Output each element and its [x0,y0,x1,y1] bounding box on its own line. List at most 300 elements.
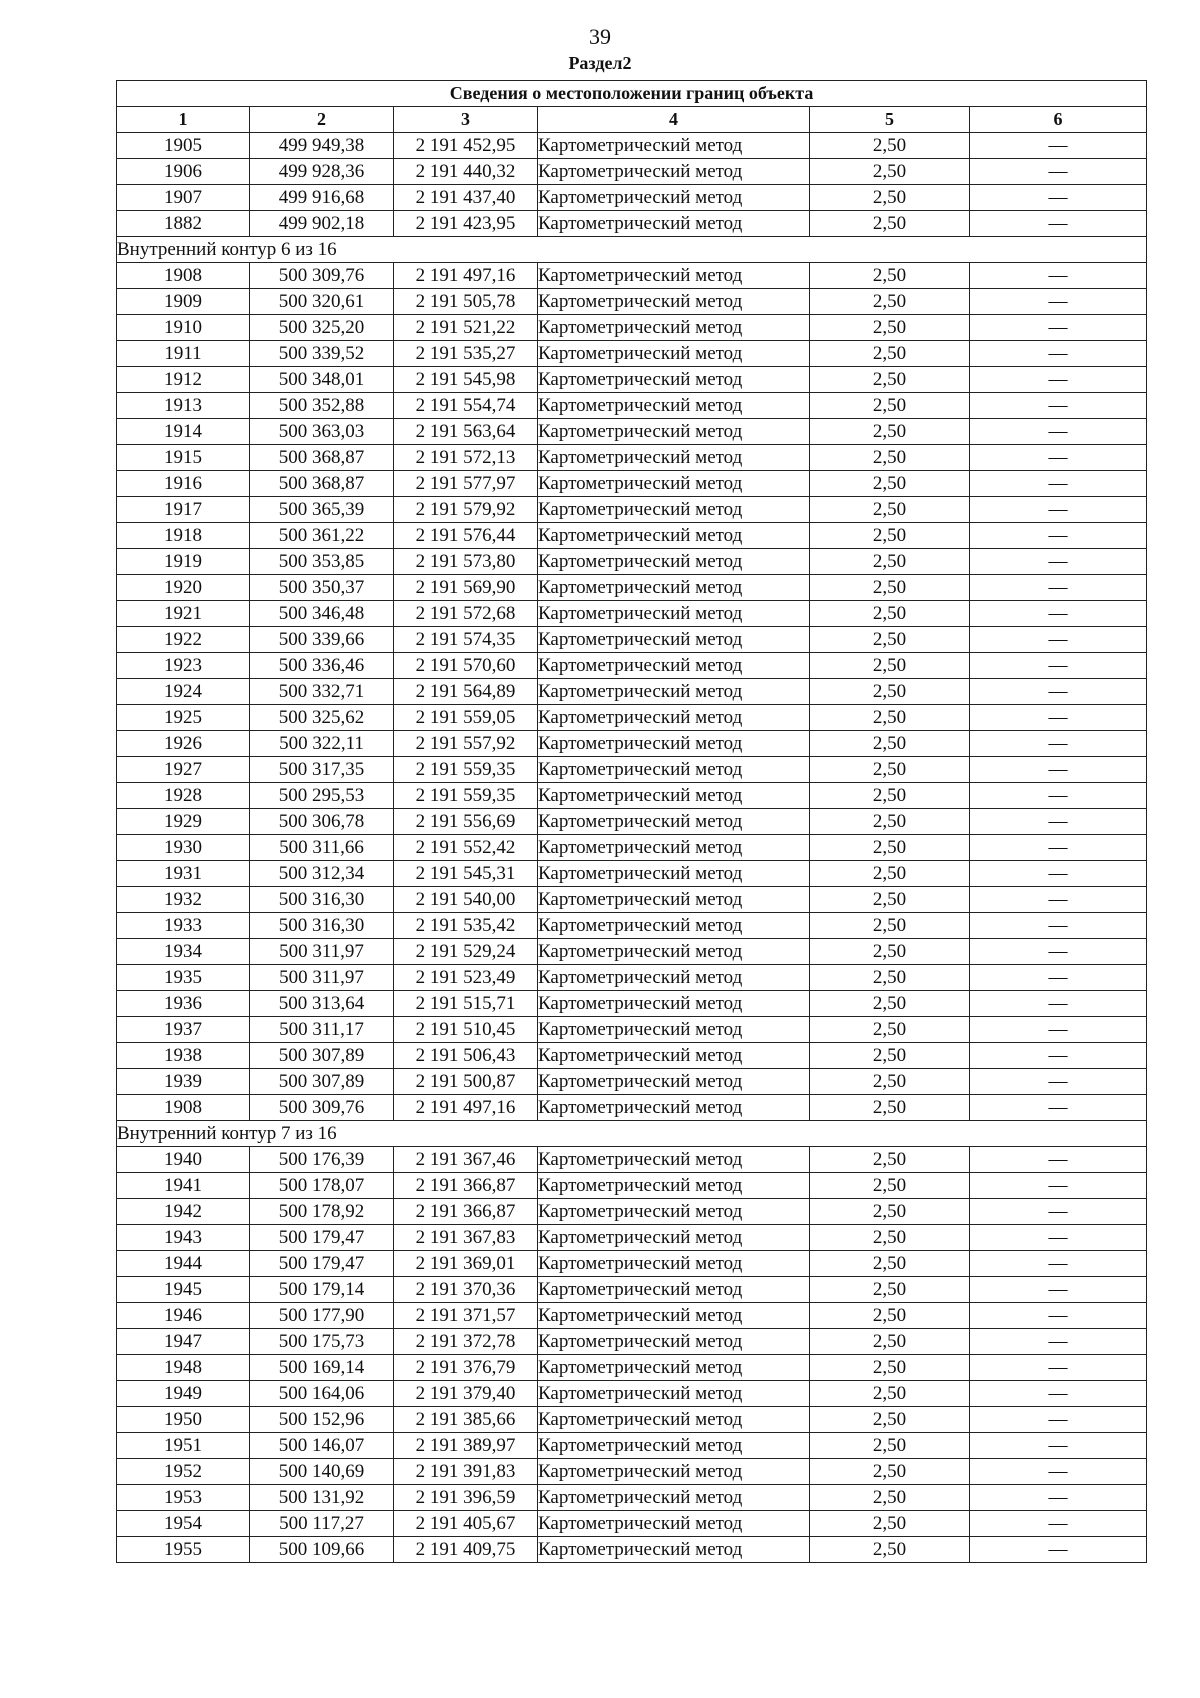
x-coordinate-cell: 499 916,68 [250,185,394,211]
x-coordinate-cell: 500 368,87 [250,445,394,471]
y-coordinate-cell: 2 191 570,60 [394,653,538,679]
x-coordinate-cell: 500 361,22 [250,523,394,549]
x-coordinate-cell: 500 325,20 [250,315,394,341]
y-coordinate-cell: 2 191 505,78 [394,289,538,315]
y-coordinate-cell: 2 191 540,00 [394,887,538,913]
table-row [117,887,1147,913]
method-cell: Картометрический метод [538,1355,810,1381]
table-row [117,1433,1147,1459]
table-title-row [117,81,1147,107]
table-row [117,289,1147,315]
point-number-cell: 1933 [117,913,250,939]
method-cell: Картометрический метод [538,185,810,211]
y-coordinate-cell: 2 191 563,64 [394,419,538,445]
table-row [117,445,1147,471]
point-number-cell: 1941 [117,1173,250,1199]
y-coordinate-cell: 2 191 389,97 [394,1433,538,1459]
table-row [117,809,1147,835]
y-coordinate-cell: 2 191 545,98 [394,367,538,393]
table-row [117,497,1147,523]
page-number: 39 [589,24,611,49]
point-number-cell: 1923 [117,653,250,679]
method-cell: Картометрический метод [538,1277,810,1303]
x-coordinate-cell: 500 176,39 [250,1147,394,1173]
accuracy-cell: 2,50 [810,419,970,445]
x-coordinate-cell: 500 311,66 [250,835,394,861]
table-row [117,653,1147,679]
table-row [117,1251,1147,1277]
accuracy-cell: 2,50 [810,1043,970,1069]
method-cell: Картометрический метод [538,731,810,757]
x-coordinate-cell: 500 320,61 [250,289,394,315]
accuracy-cell: 2,50 [810,1433,970,1459]
accuracy-cell: 2,50 [810,1095,970,1121]
x-coordinate-cell: 500 179,47 [250,1225,394,1251]
y-coordinate-cell: 2 191 372,78 [394,1329,538,1355]
note-cell: — [970,653,1147,679]
accuracy-cell: 2,50 [810,1147,970,1173]
method-cell: Картометрический метод [538,159,810,185]
y-coordinate-cell: 2 191 385,66 [394,1407,538,1433]
x-coordinate-cell: 500 350,37 [250,575,394,601]
y-coordinate-cell: 2 191 510,45 [394,1017,538,1043]
accuracy-cell: 2,50 [810,1173,970,1199]
point-number-cell: 1934 [117,939,250,965]
y-coordinate-cell: 2 191 559,35 [394,757,538,783]
note-cell: — [970,1043,1147,1069]
accuracy-cell: 2,50 [810,263,970,289]
method-cell: Картометрический метод [538,1329,810,1355]
note-cell: — [970,991,1147,1017]
accuracy-cell: 2,50 [810,1069,970,1095]
table-row [117,185,1147,211]
x-coordinate-cell: 500 177,90 [250,1303,394,1329]
table-row [117,523,1147,549]
x-coordinate-cell: 500 152,96 [250,1407,394,1433]
x-coordinate-cell: 500 312,34 [250,861,394,887]
point-number-cell: 1919 [117,549,250,575]
y-coordinate-cell: 2 191 371,57 [394,1303,538,1329]
x-coordinate-cell: 500 175,73 [250,1329,394,1355]
table-row [117,1043,1147,1069]
method-cell: Картометрический метод [538,1485,810,1511]
note-cell: — [970,1199,1147,1225]
point-number-cell: 1908 [117,263,250,289]
point-number-cell: 1928 [117,783,250,809]
table-row [117,1017,1147,1043]
note-cell: — [970,471,1147,497]
note-cell: — [970,1095,1147,1121]
table-row [117,1173,1147,1199]
accuracy-cell: 2,50 [810,809,970,835]
point-number-cell: 1946 [117,1303,250,1329]
table-row [117,1147,1147,1173]
method-cell: Картометрический метод [538,211,810,237]
note-cell: — [970,159,1147,185]
point-number-cell: 1938 [117,1043,250,1069]
table-row [117,705,1147,731]
x-coordinate-cell: 500 311,97 [250,965,394,991]
note-cell: — [970,887,1147,913]
x-coordinate-cell: 500 179,14 [250,1277,394,1303]
note-cell: — [970,757,1147,783]
point-number-cell: 1914 [117,419,250,445]
y-coordinate-cell: 2 191 452,95 [394,133,538,159]
method-cell: Картометрический метод [538,679,810,705]
y-coordinate-cell: 2 191 367,46 [394,1147,538,1173]
x-coordinate-cell: 500 336,46 [250,653,394,679]
y-coordinate-cell: 2 191 564,89 [394,679,538,705]
accuracy-cell: 2,50 [810,341,970,367]
x-coordinate-cell: 500 307,89 [250,1043,394,1069]
table-row [117,1303,1147,1329]
table-row [117,367,1147,393]
method-cell: Картометрический метод [538,445,810,471]
method-cell: Картометрический метод [538,471,810,497]
method-cell: Картометрический метод [538,965,810,991]
note-cell: — [970,341,1147,367]
note-cell: — [970,965,1147,991]
table-body [117,133,1147,1563]
y-coordinate-cell: 2 191 367,83 [394,1225,538,1251]
note-cell: — [970,263,1147,289]
accuracy-cell: 2,50 [810,887,970,913]
x-coordinate-cell: 500 325,62 [250,705,394,731]
method-cell: Картометрический метод [538,887,810,913]
table-row [117,419,1147,445]
note-cell: — [970,315,1147,341]
method-cell: Картометрический метод [538,1069,810,1095]
method-cell: Картометрический метод [538,1459,810,1485]
point-number-cell: 1905 [117,133,250,159]
note-cell: — [970,1433,1147,1459]
y-coordinate-cell: 2 191 391,83 [394,1459,538,1485]
accuracy-cell: 2,50 [810,861,970,887]
note-cell: — [970,185,1147,211]
point-number-cell: 1935 [117,965,250,991]
note-cell: — [970,1459,1147,1485]
point-number-cell: 1948 [117,1355,250,1381]
note-cell: — [970,575,1147,601]
x-coordinate-cell: 500 352,88 [250,393,394,419]
y-coordinate-cell: 2 191 554,74 [394,393,538,419]
table-row [117,757,1147,783]
y-coordinate-cell: 2 191 376,79 [394,1355,538,1381]
note-cell: — [970,939,1147,965]
x-coordinate-cell: 500 316,30 [250,913,394,939]
accuracy-cell: 2,50 [810,653,970,679]
point-number-cell: 1930 [117,835,250,861]
table-row [117,315,1147,341]
accuracy-cell: 2,50 [810,133,970,159]
x-coordinate-cell: 500 178,92 [250,1199,394,1225]
y-coordinate-cell: 2 191 579,92 [394,497,538,523]
accuracy-cell: 2,50 [810,471,970,497]
table-row [117,1537,1147,1563]
accuracy-cell: 2,50 [810,1485,970,1511]
table-row [117,393,1147,419]
table-row [117,575,1147,601]
y-coordinate-cell: 2 191 366,87 [394,1173,538,1199]
note-cell: — [970,1251,1147,1277]
point-number-cell: 1882 [117,211,250,237]
note-cell: — [970,1511,1147,1537]
accuracy-cell: 2,50 [810,367,970,393]
note-cell: — [970,783,1147,809]
method-cell: Картометрический метод [538,1511,810,1537]
y-coordinate-cell: 2 191 506,43 [394,1043,538,1069]
note-cell: — [970,1537,1147,1563]
note-cell: — [970,1329,1147,1355]
table-row [117,471,1147,497]
method-cell: Картометрический метод [538,1017,810,1043]
method-cell: Картометрический метод [538,757,810,783]
y-coordinate-cell: 2 191 577,97 [394,471,538,497]
table-row [117,1459,1147,1485]
y-coordinate-cell: 2 191 497,16 [394,263,538,289]
method-cell: Картометрический метод [538,419,810,445]
note-cell: — [970,1225,1147,1251]
note-cell: — [970,497,1147,523]
note-cell: — [970,1017,1147,1043]
method-cell: Картометрический метод [538,1173,810,1199]
point-number-cell: 1953 [117,1485,250,1511]
point-number-cell: 1940 [117,1147,250,1173]
y-coordinate-cell: 2 191 569,90 [394,575,538,601]
note-cell: — [970,1355,1147,1381]
note-cell: — [970,523,1147,549]
accuracy-cell: 2,50 [810,1407,970,1433]
y-coordinate-cell: 2 191 545,31 [394,861,538,887]
table-row [117,601,1147,627]
note-cell: — [970,419,1147,445]
method-cell: Картометрический метод [538,1147,810,1173]
point-number-cell: 1916 [117,471,250,497]
table-row [117,1329,1147,1355]
table-row [117,861,1147,887]
x-coordinate-cell: 500 131,92 [250,1485,394,1511]
x-coordinate-cell: 500 140,69 [250,1459,394,1485]
accuracy-cell: 2,50 [810,1381,970,1407]
note-cell: — [970,705,1147,731]
x-coordinate-cell: 500 307,89 [250,1069,394,1095]
y-coordinate-cell: 2 191 521,22 [394,315,538,341]
method-cell: Картометрический метод [538,1407,810,1433]
method-cell: Картометрический метод [538,991,810,1017]
accuracy-cell: 2,50 [810,939,970,965]
point-number-cell: 1951 [117,1433,250,1459]
table-row [117,731,1147,757]
accuracy-cell: 2,50 [810,211,970,237]
method-cell: Картометрический метод [538,861,810,887]
accuracy-cell: 2,50 [810,991,970,1017]
point-number-cell: 1939 [117,1069,250,1095]
accuracy-cell: 2,50 [810,1199,970,1225]
accuracy-cell: 2,50 [810,393,970,419]
y-coordinate-cell: 2 191 572,13 [394,445,538,471]
point-number-cell: 1945 [117,1277,250,1303]
x-coordinate-cell: 500 309,76 [250,263,394,289]
note-cell: — [970,1407,1147,1433]
x-coordinate-cell: 500 363,03 [250,419,394,445]
point-number-cell: 1947 [117,1329,250,1355]
method-cell: Картометрический метод [538,133,810,159]
method-cell: Картометрический метод [538,523,810,549]
accuracy-cell: 2,50 [810,1459,970,1485]
method-cell: Картометрический метод [538,315,810,341]
x-coordinate-cell: 500 368,87 [250,471,394,497]
accuracy-cell: 2,50 [810,1017,970,1043]
method-cell: Картометрический метод [538,1303,810,1329]
table-row [117,1381,1147,1407]
x-coordinate-cell: 499 928,36 [250,159,394,185]
table-row [117,1407,1147,1433]
note-cell: — [970,445,1147,471]
table-row [117,835,1147,861]
accuracy-cell: 2,50 [810,627,970,653]
contour-section-label: Внутренний контур 7 из 16 [117,1121,1147,1147]
note-cell: — [970,1277,1147,1303]
y-coordinate-cell: 2 191 437,40 [394,185,538,211]
accuracy-cell: 2,50 [810,965,970,991]
x-coordinate-cell: 500 317,35 [250,757,394,783]
point-number-cell: 1912 [117,367,250,393]
point-number-cell: 1910 [117,315,250,341]
method-cell: Картометрический метод [538,705,810,731]
method-cell: Картометрический метод [538,1225,810,1251]
note-cell: — [970,809,1147,835]
x-coordinate-cell: 500 348,01 [250,367,394,393]
x-coordinate-cell: 500 346,48 [250,601,394,627]
note-cell: — [970,367,1147,393]
method-cell: Картометрический метод [538,289,810,315]
method-cell: Картометрический метод [538,653,810,679]
x-coordinate-cell: 500 306,78 [250,809,394,835]
y-coordinate-cell: 2 191 440,32 [394,159,538,185]
point-number-cell: 1917 [117,497,250,523]
y-coordinate-cell: 2 191 396,59 [394,1485,538,1511]
point-number-cell: 1949 [117,1381,250,1407]
method-cell: Картометрический метод [538,1381,810,1407]
x-coordinate-cell: 499 949,38 [250,133,394,159]
method-cell: Картометрический метод [538,601,810,627]
note-cell: — [970,211,1147,237]
method-cell: Картометрический метод [538,549,810,575]
y-coordinate-cell: 2 191 523,49 [394,965,538,991]
method-cell: Картометрический метод [538,939,810,965]
x-coordinate-cell: 500 339,66 [250,627,394,653]
method-cell: Картометрический метод [538,263,810,289]
y-coordinate-cell: 2 191 557,92 [394,731,538,757]
column-header: 5 [810,107,970,133]
note-cell: — [970,1381,1147,1407]
y-coordinate-cell: 2 191 379,40 [394,1381,538,1407]
note-cell: — [970,835,1147,861]
y-coordinate-cell: 2 191 370,36 [394,1277,538,1303]
table-row [117,1485,1147,1511]
method-cell: Картометрический метод [538,627,810,653]
table-row [117,1277,1147,1303]
accuracy-cell: 2,50 [810,1251,970,1277]
method-cell: Картометрический метод [538,835,810,861]
method-cell: Картометрический метод [538,1433,810,1459]
accuracy-cell: 2,50 [810,601,970,627]
x-coordinate-cell: 500 178,07 [250,1173,394,1199]
x-coordinate-cell: 500 179,47 [250,1251,394,1277]
method-cell: Картометрический метод [538,1199,810,1225]
accuracy-cell: 2,50 [810,1277,970,1303]
note-cell: — [970,627,1147,653]
point-number-cell: 1937 [117,1017,250,1043]
y-coordinate-cell: 2 191 556,69 [394,809,538,835]
y-coordinate-cell: 2 191 409,75 [394,1537,538,1563]
note-cell: — [970,1069,1147,1095]
accuracy-cell: 2,50 [810,835,970,861]
y-coordinate-cell: 2 191 559,05 [394,705,538,731]
y-coordinate-cell: 2 191 576,44 [394,523,538,549]
point-number-cell: 1932 [117,887,250,913]
y-coordinate-cell: 2 191 573,80 [394,549,538,575]
y-coordinate-cell: 2 191 423,95 [394,211,538,237]
contour-section-label: Внутренний контур 6 из 16 [117,237,1147,263]
column-header: 3 [394,107,538,133]
table-row [117,679,1147,705]
point-number-cell: 1925 [117,705,250,731]
point-number-cell: 1920 [117,575,250,601]
accuracy-cell: 2,50 [810,1303,970,1329]
note-cell: — [970,1147,1147,1173]
table-row [117,1511,1147,1537]
y-coordinate-cell: 2 191 500,87 [394,1069,538,1095]
method-cell: Картометрический метод [538,497,810,523]
accuracy-cell: 2,50 [810,445,970,471]
accuracy-cell: 2,50 [810,913,970,939]
y-coordinate-cell: 2 191 559,35 [394,783,538,809]
x-coordinate-cell: 500 339,52 [250,341,394,367]
table-row [117,211,1147,237]
point-number-cell: 1954 [117,1511,250,1537]
point-number-cell: 1913 [117,393,250,419]
point-number-cell: 1908 [117,1095,250,1121]
column-header: 2 [250,107,394,133]
y-coordinate-cell: 2 191 369,01 [394,1251,538,1277]
method-cell: Картометрический метод [538,367,810,393]
point-number-cell: 1921 [117,601,250,627]
coordinates-table [116,80,1147,1563]
accuracy-cell: 2,50 [810,1355,970,1381]
point-number-cell: 1955 [117,1537,250,1563]
section-title: Раздел2 [568,53,632,73]
y-coordinate-cell: 2 191 535,27 [394,341,538,367]
point-number-cell: 1926 [117,731,250,757]
x-coordinate-cell: 500 164,06 [250,1381,394,1407]
method-cell: Картометрический метод [538,913,810,939]
point-number-cell: 1929 [117,809,250,835]
table-row [117,133,1147,159]
point-number-cell: 1915 [117,445,250,471]
method-cell: Картометрический метод [538,1043,810,1069]
point-number-cell: 1906 [117,159,250,185]
table-row [117,549,1147,575]
accuracy-cell: 2,50 [810,289,970,315]
table-row [117,939,1147,965]
table-row [117,965,1147,991]
x-coordinate-cell: 500 311,17 [250,1017,394,1043]
accuracy-cell: 2,50 [810,315,970,341]
method-cell: Картометрический метод [538,783,810,809]
accuracy-cell: 2,50 [810,159,970,185]
x-coordinate-cell: 500 322,11 [250,731,394,757]
